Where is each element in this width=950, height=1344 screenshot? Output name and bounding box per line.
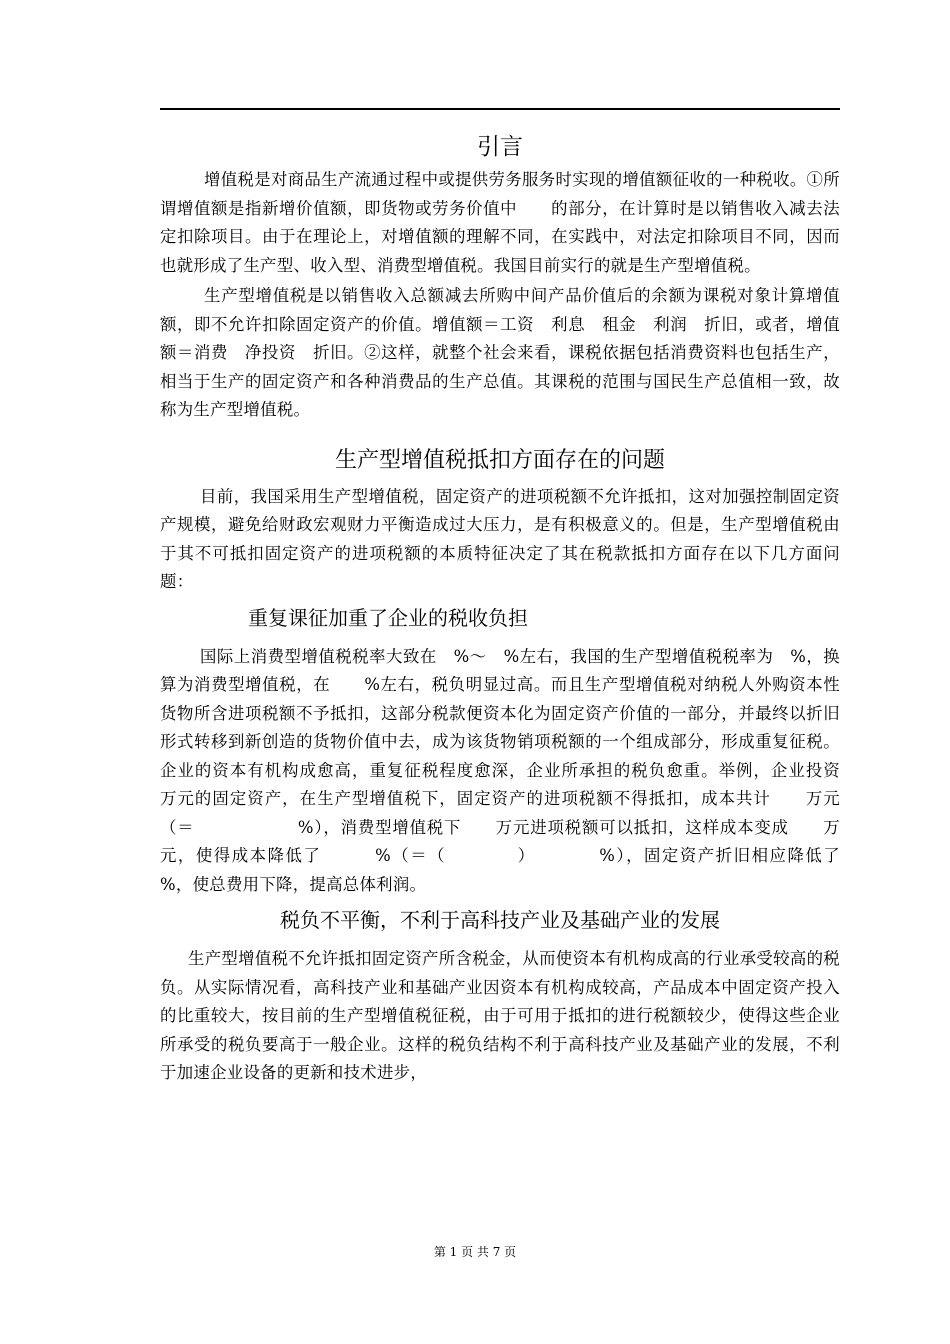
subsection-heading-2: 税负不平衡，不利于高科技产业及基础产业的发展	[280, 908, 720, 932]
section-heading: 生产型增值税抵扣方面存在的问题	[334, 447, 665, 473]
intro-paragraph-1: 增值税是对商品生产流通过程中或提供劳务服务时实现的增值额征收的一种税收。①所谓增值额是指新增价值额，即货物或劳务价值中 的部分，在计算时是以销售收入减去法定扣除项目。由于在理论上，对增值额的理解不同，在实践中，对法定扣除项目不同，因而也就形成了生产型、收入型、消费型增值税。我国目前实行的就是生产型增值税。	[160, 170, 840, 275]
subsection-heading-1: 重复课征加重了企业的税收负担	[248, 605, 528, 630]
subsection-2-paragraph: 生产型增值税不允许抵扣固定资产所含税金，从而使资本有机构成高的行业承受较高的税负。从实际情况看，高科技产业和基础产业因资本有机构成较高，产品成本中固定资产投入的比重较大，按目前的生产型增值税征税，由于可用于抵扣的进行税额较少，使得这些企业所承受的税负要高于一般企业。这样的税负结构不利于高科技产业及基础产业的发展，不利于加速企业设备的更新和技术进步，	[160, 949, 840, 1082]
header-rule	[160, 108, 840, 110]
subsection-1-paragraph: 国际上消费型增值税税率大致在 %～ %左右，我国的生产型增值税税率为 %，换算为消费型增值税，在 %左右，税负明显过高。而且生产型增值税对纳税人外购资本性货物所含进项税额不予抵扣，这部分税款便资本化为固定资产价值的一部分，并最终以折旧形式转移到新创造的货物价值中去，成为该货物销项税额的一个组成部分，形成重复征税。企业的资本有机构成愈高，重复征税程度愈深，企业所承担的税负愈重。举例，企业投资 万元的固定资产，在生产型增值税下，固定资产的进项税额不得抵扣，成本共计 万元（＝ %），消费型增值税下 万元进项税额可以抵扣，这样成本变成 万元，使得成本降低了 %（＝（ ） %），固定资产折旧相应降低了 %，使总费用下降，提高总体利润。	[160, 646, 891, 894]
intro-heading: 引言	[477, 134, 523, 160]
section-paragraph: 目前，我国采用生产型增值税，固定资产的进项税额不允许抵扣，这对加强控制固定资产规模，避免给财政宏观财力平衡造成过大压力，是有积极意义的。但是，生产型增值税由于其不可抵扣固定资产的进项税额的本质特征决定了其在税款抵扣方面存在以下几方面问题：	[160, 486, 840, 591]
document-body	[160, 128, 891, 1088]
page-footer: 第 1 页 共 7 页	[433, 1245, 517, 1259]
intro-paragraph-2: 生产型增值税是以销售收入总额减去所购中间产品价值后的余额为课税对象计算增值额，即不允许扣除固定资产的价值。增值额＝工资 利息 租金 利润 折旧，或者，增值额＝消费 净投资 折旧。②这样，就整个社会来看，课税依据包括消费资料也包括生产，相当于生产的固定资产和各种消费品的生产总值。其课税的范围与国民生产总值相一致，故称为生产型增值税。	[160, 286, 840, 419]
